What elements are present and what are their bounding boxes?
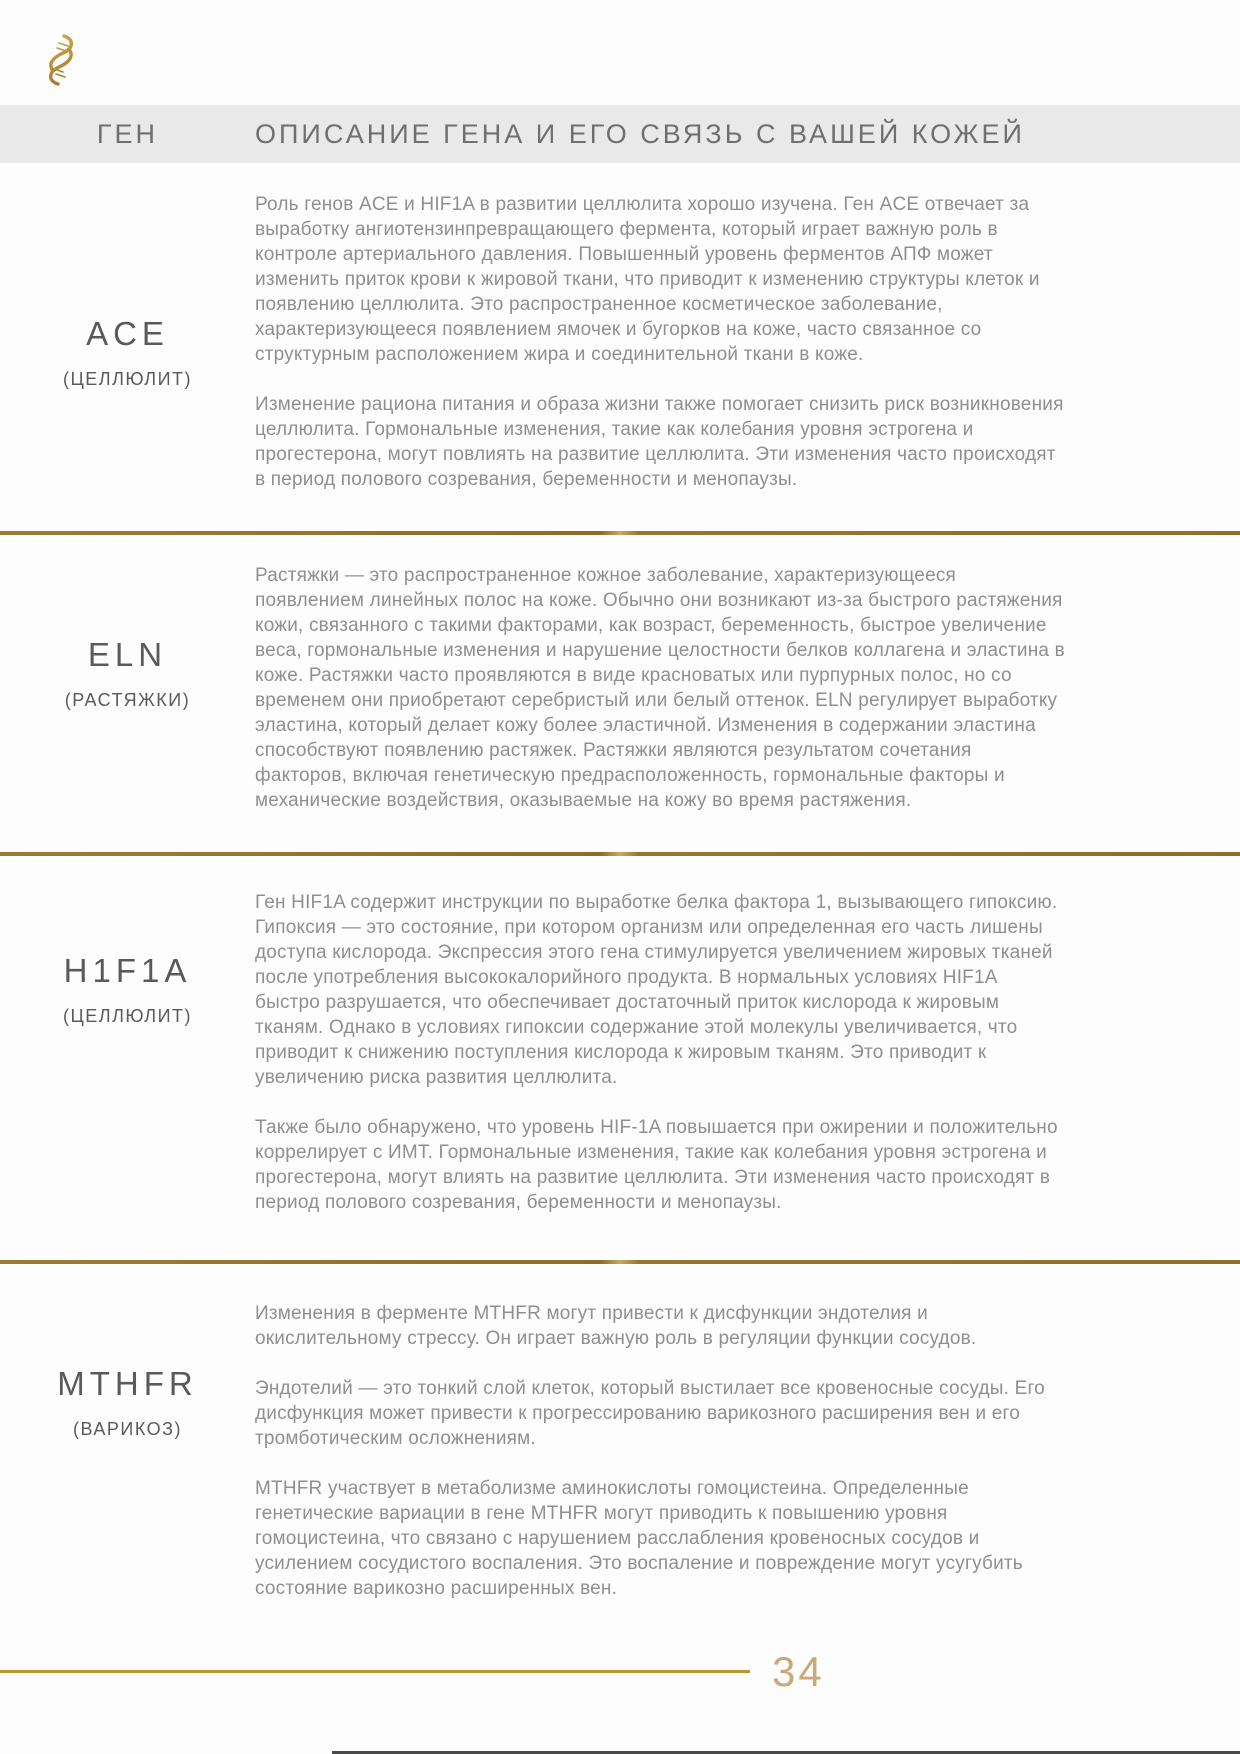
gene-row-h1f1a	[0, 856, 1240, 1260]
gene-name: ELN	[87, 636, 168, 673]
description-column-header: ОПИСАНИЕ ГЕНА И ЕГО СВЯЗЬ С ВАШЕЙ КОЖЕЙ	[255, 118, 1025, 149]
gene-description-cell	[255, 192, 1075, 513]
gene-name: H1F1A	[63, 951, 192, 989]
gene-cell-eln	[0, 563, 255, 840]
gene-cell-ace	[0, 192, 255, 513]
gene-name: MTHFR	[57, 1365, 198, 1402]
gene-row-ace	[0, 163, 1240, 531]
gene-row-mthfr	[0, 1264, 1240, 1624]
gene-condition: (ЦЕЛЛЮЛИТ)	[62, 1005, 193, 1026]
gene-row-eln	[0, 535, 1240, 852]
gene-description-paragraph: Эндотелий — это тонкий слой клеток, который выстилает все кровеносные сосуды. Его дисфункция может привести к прогрессированию варикозного расширения вен и его тромботическим осложнениям.	[255, 1378, 1045, 1449]
gene-description-paragraph: Изменения в ферменте MTHFR могут привести к дисфункции эндотелия и окислительному стрессу. Он играет важную роль в регуляции функции сосудов.	[255, 1303, 977, 1349]
gene-description-paragraph: Также было обнаружено, что уровень HIF-1A повышается при ожирении и положительно коррелирует с ИМТ. Гормональные изменения, такие как колебания уровня эстрогена и прогестерона, могут влиять на развитие целлюлита. Эти изменения часто происходят в период полового созревания, беременности и менопаузы.	[255, 1117, 1058, 1213]
gene-column-header: ГЕН	[96, 118, 159, 149]
gene-description-paragraph: Растяжки — это распространенное кожное заболевание, характеризующееся появлением линейных полос на коже. Обычно они возникают из-за быстрого растяжения кожи, связанного с такими факторами, как возраст, беременность, быстрое увеличение веса, гормональные изменения и нарушение целостности белков коллагена и эластина в коже. Растяжки часто проявляются в виде красноватых или пурпурных полос, но со временем они приобретают серебристый или белый оттенок. ELN регулирует выработку эластина, который делает кожу более эластичной. Изменения в содержании эластина способствуют появлению растяжек. Растяжки являются результатом сочетания факторов, включая генетическую предрасположенность, гормональные факторы и механические воздействия, оказываемые на кожу во время растяжения.	[255, 565, 1065, 811]
footer-gold-line	[0, 1670, 750, 1673]
gene-condition: (ВАРИКОЗ)	[72, 1419, 182, 1439]
gene-description-cell	[255, 890, 1075, 1238]
gene-description-paragraph: Изменение рациона питания и образа жизни также помогает снизить риск возникновения целлюлита. Гормональные изменения, такие как колебания уровня эстрогена и прогестерона, могут повлиять на развитие целлюлита. Эти изменения часто происходят в период полового созревания, беременности и менопаузы.	[255, 394, 1064, 490]
gene-description-cell	[255, 1301, 1075, 1624]
dna-helix-logo-icon	[44, 34, 78, 86]
gene-cell-mthfr	[0, 1301, 255, 1624]
table-header	[0, 105, 1240, 163]
gene-condition: (РАСТЯЖКИ)	[64, 690, 191, 710]
page-number: 34	[772, 1648, 825, 1695]
gene-description-paragraph: Ген HIF1A содержит инструкции по выработке белка фактора 1, вызывающего гипоксию. Гипоксия — это состояние, при котором организм или определенная его часть лишены доступа кислорода. Экспрессия этого гена стимулируется увеличением жировых тканей после употребления высококалорийного продукта. В нормальных условиях HIF1A быстро разрушается, что обеспечивает достаточный приток кислорода к жировым тканям. Однако в условиях гипоксии содержание этой молекулы увеличивается, что приводит к снижению поступления кислорода к жировым тканям. Это приводит к увеличению риска развития целлюлита.	[255, 892, 1058, 1088]
gene-cell-h1f1a	[0, 890, 255, 1238]
logo-bar	[0, 0, 1240, 105]
gene-condition: (ЦЕЛЛЮЛИТ)	[62, 369, 193, 389]
gene-name: ACE	[86, 315, 169, 352]
gene-description-paragraph: Роль генов ACE и HIF1A в развитии целлюлита хорошо изучена. Ген ACE отвечает за выработку ангиотензинпревращающего фермента, который играет важную роль в контроле артериального давления. Повышенный уровень ферментов АПФ может изменить приток крови к жировой ткани, что приводит к изменению структуры клеток и появлению целлюлита. Это распространенное косметическое заболевание, характеризующееся появлением ямочек и бугорков на коже, часто связанное со структурным расположением жира и соединительной ткани в коже.	[255, 194, 1040, 365]
gene-description-paragraph: MTHFR участвует в метаболизме аминокислоты гомоцистеина. Определенные генетические вариации в гене MTHFR могут приводить к повышению уровня гомоцистеина, что связано с нарушением расслабления кровеносных сосудов и усилением сосудистого воспаления. Это воспаление и повреждение могут усугубить состояние варикозно расширенных вен.	[255, 1478, 1023, 1599]
gene-description-cell	[255, 563, 1075, 840]
